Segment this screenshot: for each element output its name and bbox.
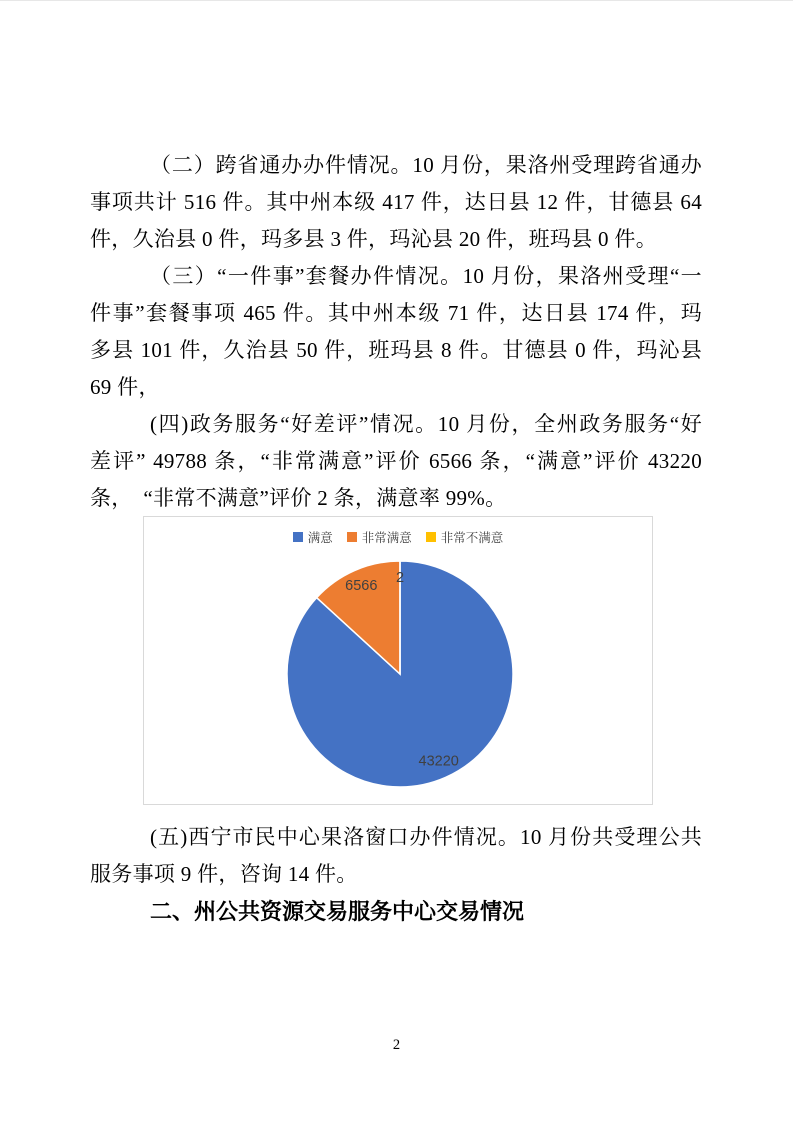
para-cross-province-cases-line: 事项共计 516 件。其中州本级 417 件，达日县 12 件，甘德县 64 [90,190,702,214]
legend-swatch-icon [426,532,436,542]
legend-swatch-icon [347,532,357,542]
para-one-matter-package-cases-line: （三）“一件事”套餐办件情况。10 月份，果洛州受理“一 [150,264,702,288]
para-xining-guoluo-window-line: 服务事项 9 件，咨询 14 件。 [90,862,358,886]
legend-item-0 [293,528,333,546]
pie-data-label-1: 6566 [345,577,378,594]
chart-legend [144,528,652,546]
para-one-matter-package-cases-line: 件事”套餐事项 465 件。其中州本级 71 件，达日县 174 件，玛 [90,301,702,325]
legend-swatch-icon [293,532,303,542]
para-xining-guoluo-window-line: (五)西宁市民中心果洛窗口办件情况。10 月份共受理公共 [150,825,702,849]
pie-data-label-0: 43220 [418,753,459,770]
legend-item-1 [347,528,412,546]
legend-label: 非常不满意 [440,531,504,545]
legend-label: 非常满意 [361,531,412,545]
section-heading: 二、州公共资源交易服务中心交易情况 [150,899,525,924]
pie-data-label-2: 2 [395,569,405,586]
para-cross-province-cases-line: 件，久治县 0 件，玛多县 3 件，玛沁县 20 件，班玛县 0 件。 [90,227,657,251]
para-one-matter-package-cases-line: 多县 101 件，久治县 50 件，班玛县 8 件。甘德县 0 件，玛沁县 [90,338,702,362]
legend-label: 满意 [307,531,333,545]
body-text-upper [90,147,702,517]
para-good-bad-review-line: 条， “非常不满意”评价 2 条，满意率 99%。 [90,486,507,510]
satisfaction-pie-chart [143,516,653,805]
page-number: 2 [392,1037,401,1053]
para-good-bad-review-line: 差评” 49788 条，“非常满意”评价 6566 条，“满意”评价 43220 [90,449,702,473]
pie-chart-canvas [144,517,652,804]
para-one-matter-package-cases-line: 69 件， [90,375,160,399]
body-text-lower [90,819,702,893]
para-good-bad-review-line: (四)政务服务“好差评”情况。10 月份，全州政务服务“好 [150,412,702,436]
para-cross-province-cases-line: （二）跨省通办办件情况。10 月份，果洛州受理跨省通办 [150,153,702,177]
legend-item-2 [426,528,504,546]
